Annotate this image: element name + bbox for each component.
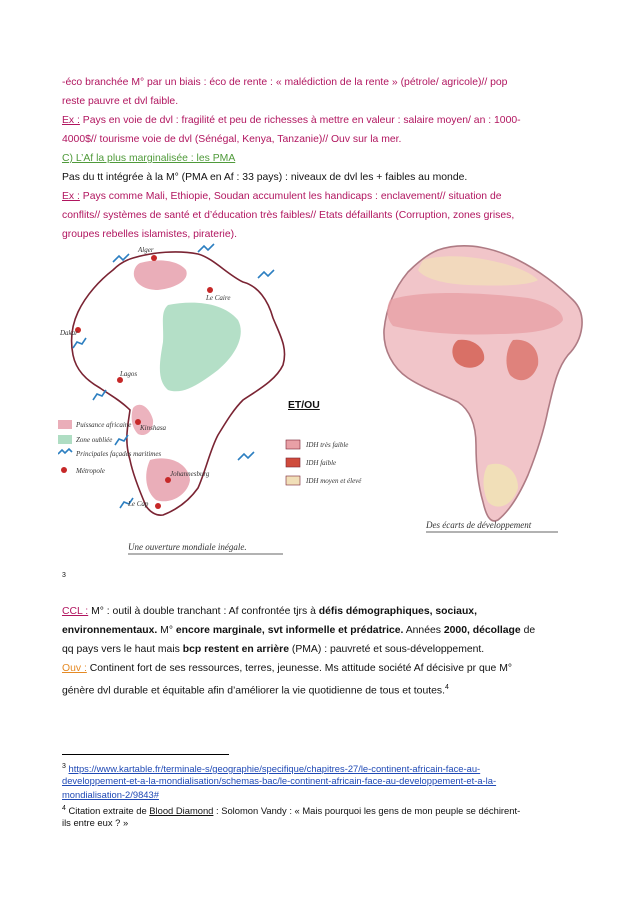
ccl-bold: défis démographiques, sociaux, — [318, 606, 477, 617]
section-title: C) L’Af la plus marginalisée : les PMA — [62, 153, 236, 164]
legend-label: IDH faible — [306, 459, 337, 467]
legend-label: Métropole — [76, 467, 105, 475]
ouv-text: Continent fort de ses ressources, terres, jeunesse. Ms attitude société Af décisive pr que M° — [86, 663, 513, 674]
ouv-text: génère dvl durable et équitable afin d’améliorer la vie quotidienne de tous et toutes. — [62, 685, 445, 697]
ouverture-line — [62, 659, 562, 678]
city-label: Dakar — [60, 329, 78, 337]
para-line: 4000$// tourisme voie de dvl (Sénégal, Kenya, Tanzanie)// Ouv sur la mer. — [62, 134, 402, 145]
puissance-zone-north — [134, 260, 187, 290]
footnote-number: 3 — [62, 763, 66, 770]
ccl-bold: 2000, décollage — [443, 625, 521, 636]
ex-text: Pays en voie de dvl : fragilité et peu de richesses à mettre en valeur : salaire moyen/ an : 1000- — [79, 115, 521, 126]
left-africa-map — [58, 244, 285, 554]
conclusion-line — [62, 640, 562, 659]
ccl-text: M° : outil à double tranchant : Af confrontée tjrs à — [88, 606, 319, 617]
city-label: Lagos — [120, 370, 138, 378]
footnote-number: 4 — [62, 805, 66, 812]
footnote-3-cont — [62, 774, 562, 788]
city-label: Alger — [138, 246, 154, 254]
footnote-text: : Solomon Vandy : « Mais pourquoi les gens de mon peuple se déchirent- — [213, 805, 521, 817]
ex-label: Ex : — [62, 191, 80, 202]
metropole-dot — [151, 255, 157, 261]
left-map-caption: Une ouverture mondiale inégale. — [128, 542, 247, 552]
maps-figure — [58, 230, 598, 565]
city-label: Johannesburg — [170, 470, 210, 478]
example-line — [62, 187, 562, 206]
right-africa-map — [286, 246, 582, 532]
ccl-label: CCL : — [62, 606, 89, 617]
right-map-caption: Des écarts de développement — [426, 520, 532, 530]
ccl-text: (PMA) : pauvreté et sous-développement. — [288, 644, 485, 655]
footnote-link[interactable]: https://www.kartable.fr/terminale-s/geographie/specifique/chapitres-27/le-continent-africain-face-au- — [68, 763, 481, 775]
between-maps-label: ET/OU — [288, 400, 320, 411]
legend-label: IDH très faible — [306, 441, 349, 449]
footnote-separator — [62, 754, 229, 755]
ccl-text: Années — [403, 625, 444, 636]
footnote-ref: 4 — [444, 684, 449, 691]
para-line: conflits// systèmes de santé et d’éducation très faibles// Etats défaillants (Corruption, zones grises, — [62, 210, 515, 221]
ccl-bold: encore marginale, svt informelle et prédatrice. — [175, 625, 404, 636]
metropole-dot — [207, 287, 213, 293]
africa-outline — [384, 246, 582, 521]
legend-label: Puissance africaine — [76, 421, 132, 429]
city-label: Le Cap — [128, 500, 149, 508]
ccl-text: qq pays vers le haut mais — [62, 644, 183, 655]
city-label: Le Caire — [206, 294, 231, 302]
ccl-bold: bcp restent en arrière — [182, 644, 289, 655]
footnote-marker: 3 — [62, 572, 66, 579]
zone-oubliee — [160, 303, 241, 392]
conclusion-line — [62, 621, 562, 640]
legend-label: Zone oubliée — [76, 436, 113, 444]
city-label: Kinshasa — [140, 424, 167, 432]
footnote-text: Citation extraite de — [65, 805, 150, 817]
ouv-label: Ouv : — [62, 663, 87, 674]
conclusion-line — [62, 602, 562, 621]
ccl-text: M° — [157, 625, 176, 636]
para-line: Pas du tt intégrée à la M° (PMA en Af : 33 pays) : niveaux de dvl les + faibles au monde. — [62, 172, 468, 183]
para-line: -éco branchée M° par un biais : éco de rente : « malédiction de la rente » (pétrole/ agricole)// pop — [62, 77, 508, 88]
ouverture-line — [62, 678, 562, 700]
ex-label: Ex : — [62, 115, 80, 126]
metropole-dot — [155, 503, 161, 509]
para-line: groupes rebelles islamistes, piraterie). — [62, 229, 237, 240]
film-title: Blood Diamond — [149, 805, 214, 817]
para-line: reste pauvre et dvl faible. — [62, 96, 179, 107]
legend-label: Principales façades maritimes — [76, 450, 162, 458]
footnote-4-cont: ils entre eux ? » — [62, 817, 129, 828]
right-legend — [286, 440, 362, 485]
ex-text: Pays comme Mali, Ethiopie, Soudan accumulent les handicaps : enclavement// situation de — [79, 191, 502, 202]
legend-label: IDH moyen et élevé — [306, 477, 362, 485]
ccl-text: de — [520, 625, 536, 636]
ccl-bold: environnementaux. — [62, 625, 158, 636]
footnote-3-cont — [62, 788, 562, 802]
example-line — [62, 111, 562, 130]
footnote-link[interactable]: developpement-et-a-la-mondialisation/schemas-bac/le-continent-africain-face-au-developpement-et-a-la- — [62, 775, 497, 786]
footnote-link[interactable]: mondialisation-2/9843# — [62, 789, 159, 800]
